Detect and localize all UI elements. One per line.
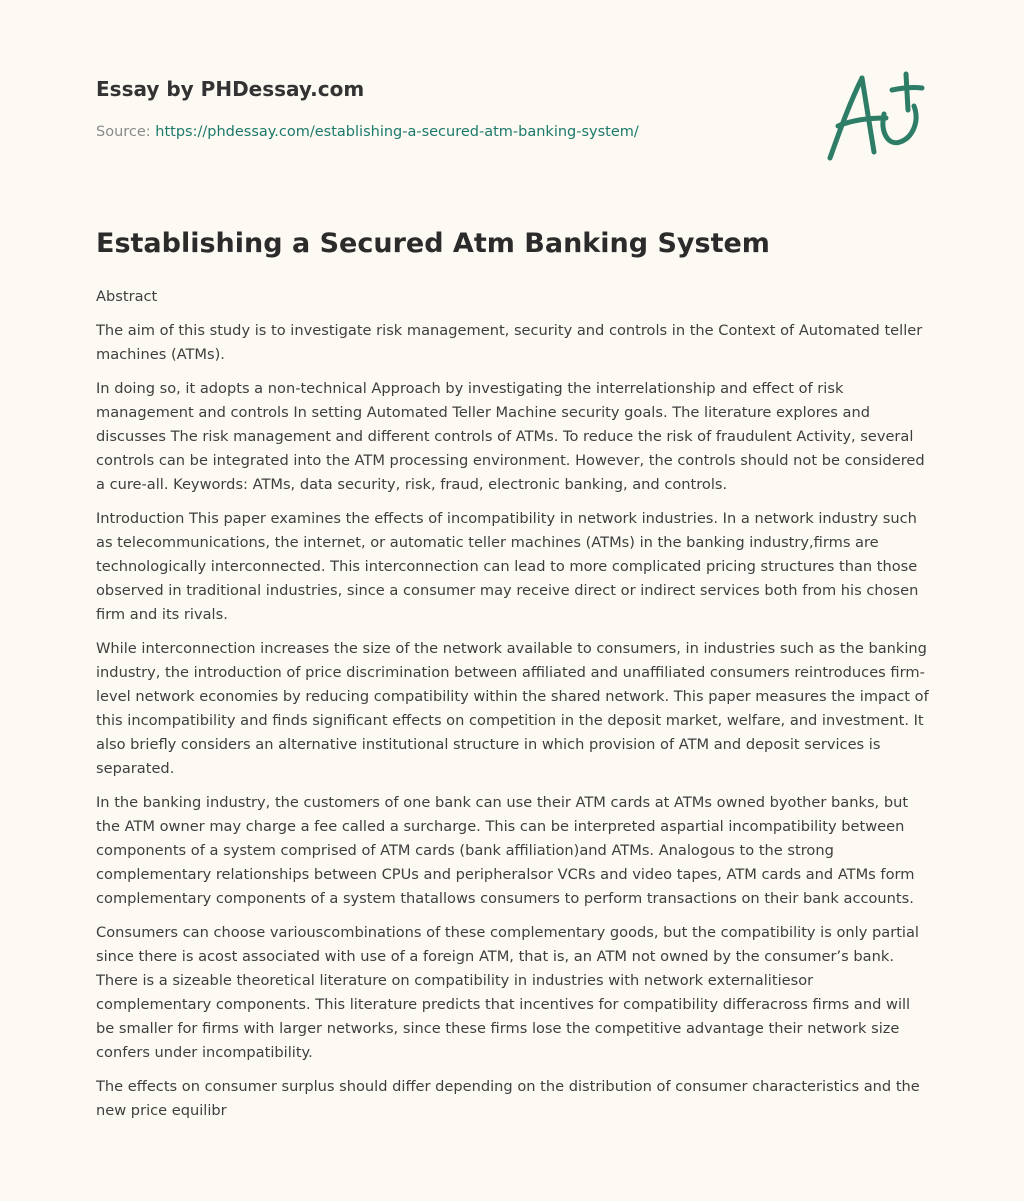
- paragraph: Consumers can choose variouscombinations of these complementary goods, but the compatibility is only partial since there is acost associated with use of a foreign ATM, that is, an ATM not owned by the consumer’s bank. There is a sizeable theoretical literature on compatibility in industries with network externalitiesor complementary components. This literature predicts that incentives for compatibility differacross firms and will be smaller for firms with larger networks, since these firms lose the competitive advantage their network size confers under incompatibility.: [96, 924, 919, 1061]
- source-label: Source:: [96, 124, 156, 140]
- site-brand: Essay by PHDessay.com: [96, 77, 365, 101]
- paragraph: In doing so, it adopts a non-technical Approach by investigating the interrelationship and effect of risk management and controls In setting Automated Teller Machine security goals. The literature explores and discusses The risk management and different controls of ATMs. To reduce the risk of fraudulent Activity, several controls can be integrated into the ATM processing environment. However, the controls should not be considered a cure-all. Keywords: ATMs, data security, risk, fraud, electronic banking, and controls.: [96, 380, 925, 493]
- essay-body: [96, 285, 930, 1133]
- paragraph: Introduction This paper examines the effects of incompatibility in network industries. In a network industry such as telecommunications, the internet, or automatic teller machines (ATMs) in the banking industry,firms are technologically interconnected. This interconnection can lead to more complicated pricing structures than those observed in traditional industries, since a consumer may receive direct or indirect services both from his chosen firm and its rivals.: [96, 510, 919, 623]
- paragraph: The effects on consumer surplus should differ depending on the distribution of consumer characteristics and the new price equilibr: [96, 1078, 920, 1119]
- paragraph: While interconnection increases the size of the network available to consumers, in industries such as the banking industry, the introduction of price discrimination between affiliated and unaffiliated consumers reintroduces firm-level network economies by reducing compatibility within the shared network. This paper measures the impact of this incompatibility and finds significant effects on competition in the deposit market, welfare, and investment. It also briefly considers an alternative institutional structure in which provision of ATM and deposit services is separated.: [96, 640, 929, 777]
- paragraph: In the banking industry, the customers of one bank can use their ATM cards at ATMs owned byother banks, but the ATM owner may charge a fee called a surcharge. This can be interpreted aspartial incompatibility between components of a system comprised of ATM cards (bank affiliation)and ATMs. Analogous to the strong complementary relationships between CPUs and peripheralsor VCRs and video tapes, ATM cards and ATMs form complementary components of a system thatallows consumers to perform transactions on their bank accounts.: [96, 794, 915, 907]
- source-line: [96, 124, 639, 140]
- paragraph: The aim of this study is to investigate risk management, security and controls in the Context of Automated teller machines (ATMs).: [96, 322, 923, 363]
- essay-title: Establishing a Secured Atm Banking System: [96, 228, 770, 259]
- a-plus-logo-icon: [816, 66, 928, 166]
- source-link[interactable]: https://phdessay.com/establishing-a-secured-atm-banking-system/: [155, 124, 639, 140]
- paragraph-heading-abstract: Abstract: [96, 288, 158, 305]
